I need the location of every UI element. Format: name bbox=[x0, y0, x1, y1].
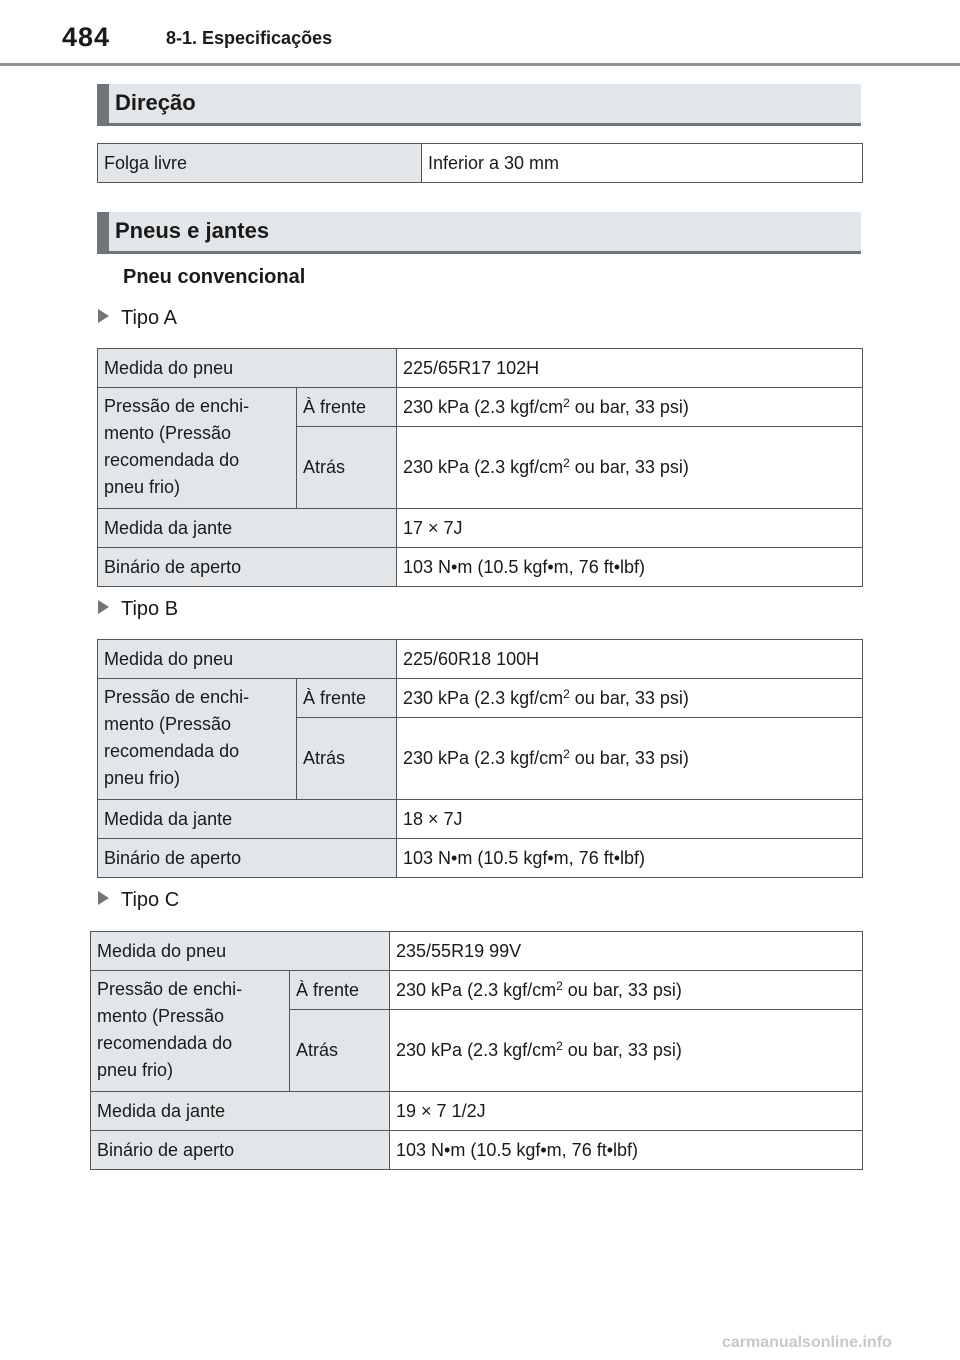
tire-size-label: Medida do pneu bbox=[98, 349, 397, 388]
rear-label: Atrás bbox=[290, 1010, 390, 1092]
front-label: À frente bbox=[290, 971, 390, 1010]
pressure-label: Pressão de enchi- mento (Pressão recomendada do pneu frio) bbox=[98, 679, 297, 800]
front-pressure-value: 230 kPa (2.3 kgf/$cm^2$ ou bar, 33 psi) bbox=[397, 679, 863, 718]
tire-size-label: Medida do pneu bbox=[98, 640, 397, 679]
tire-size-value: 225/60R18 100H bbox=[397, 640, 863, 679]
tire-size-value: 235/55R19 99V bbox=[390, 932, 863, 971]
torque-label: Binário de aperto bbox=[98, 548, 397, 587]
torque-value: 103 N•m (10.5 kgf•m, 76 ft•lbf) bbox=[390, 1131, 863, 1170]
direcao-table bbox=[97, 143, 863, 183]
torque-value: 103 N•m (10.5 kgf•m, 76 ft•lbf) bbox=[397, 548, 863, 587]
tipo-label: Tipo A bbox=[121, 307, 177, 329]
rear-label: Atrás bbox=[297, 718, 397, 800]
table-row bbox=[98, 548, 863, 587]
wheel-size-label: Medida da jante bbox=[91, 1092, 390, 1131]
table-row bbox=[98, 388, 863, 427]
rear-label: Atrás bbox=[297, 427, 397, 509]
section-title: Direção bbox=[115, 90, 196, 115]
front-label: À frente bbox=[297, 388, 397, 427]
table-row bbox=[98, 509, 863, 548]
rear-pressure-value: 230 kPa (2.3 kgf/$cm^2$ ou bar, 33 psi) bbox=[390, 1010, 863, 1092]
tipo-label: Tipo B bbox=[121, 598, 179, 620]
torque-value: 103 N•m (10.5 kgf•m, 76 ft•lbf) bbox=[397, 839, 863, 878]
table-row bbox=[91, 1131, 863, 1170]
table-row bbox=[98, 839, 863, 878]
wheel-size-value: 17 × 7J bbox=[397, 509, 863, 548]
wheel-size-label: Medida da jante bbox=[98, 509, 397, 548]
header-divider bbox=[0, 63, 960, 66]
free-play-value: Inferior a 30 mm bbox=[422, 144, 863, 183]
table-row bbox=[91, 932, 863, 971]
chapter-title: 8-1. Especificações bbox=[166, 28, 333, 48]
table-row bbox=[91, 1092, 863, 1131]
tipo-a-heading bbox=[98, 307, 177, 330]
wheel-size-label: Medida da jante bbox=[98, 800, 397, 839]
tipo-b-heading bbox=[98, 598, 178, 621]
torque-label: Binário de aperto bbox=[98, 839, 397, 878]
table-row bbox=[98, 349, 863, 388]
front-label: À frente bbox=[297, 679, 397, 718]
section-title: Pneus e jantes bbox=[115, 218, 270, 243]
tipo-label: Tipo C bbox=[121, 889, 180, 911]
pressure-label: Pressão de enchi- mento (Pressão recomendada do pneu frio) bbox=[91, 971, 290, 1092]
table-row bbox=[98, 679, 863, 718]
subheading-conventional-tire: Pneu convencional bbox=[123, 266, 306, 288]
tire-size-label: Medida do pneu bbox=[91, 932, 390, 971]
wheel-size-value: 19 × 7 1/2J bbox=[390, 1092, 863, 1131]
section-heading-pneus bbox=[97, 212, 861, 254]
watermark-brand: carmanualsonline.info bbox=[722, 1334, 892, 1351]
triangle-bullet-icon bbox=[98, 600, 109, 614]
pressure-label: Pressão de enchi- mento (Pressão recomendada do pneu frio) bbox=[98, 388, 297, 509]
triangle-bullet-icon bbox=[98, 891, 109, 905]
table-row bbox=[98, 144, 863, 183]
tipo-c-table bbox=[90, 931, 863, 1170]
free-play-label: Folga livre bbox=[98, 144, 422, 183]
torque-label: Binário de aperto bbox=[91, 1131, 390, 1170]
tipo-a-table bbox=[97, 348, 863, 587]
tipo-c-heading bbox=[98, 889, 179, 912]
table-row bbox=[98, 640, 863, 679]
tire-size-value: 225/65R17 102H bbox=[397, 349, 863, 388]
front-pressure-value: 230 kPa (2.3 kgf/$cm^2$ ou bar, 33 psi) bbox=[397, 388, 863, 427]
page-number: 484 bbox=[62, 22, 111, 52]
triangle-bullet-icon bbox=[98, 309, 109, 323]
section-heading-direcao bbox=[97, 84, 861, 126]
rear-pressure-value: 230 kPa (2.3 kgf/$cm^2$ ou bar, 33 psi) bbox=[397, 718, 863, 800]
wheel-size-value: 18 × 7J bbox=[397, 800, 863, 839]
table-row bbox=[91, 971, 863, 1010]
tipo-b-table bbox=[97, 639, 863, 878]
table-row bbox=[98, 800, 863, 839]
rear-pressure-value: 230 kPa (2.3 kgf/$cm^2$ ou bar, 33 psi) bbox=[397, 427, 863, 509]
front-pressure-value: 230 kPa (2.3 kgf/$cm^2$ ou bar, 33 psi) bbox=[390, 971, 863, 1010]
page-header bbox=[0, 0, 960, 68]
